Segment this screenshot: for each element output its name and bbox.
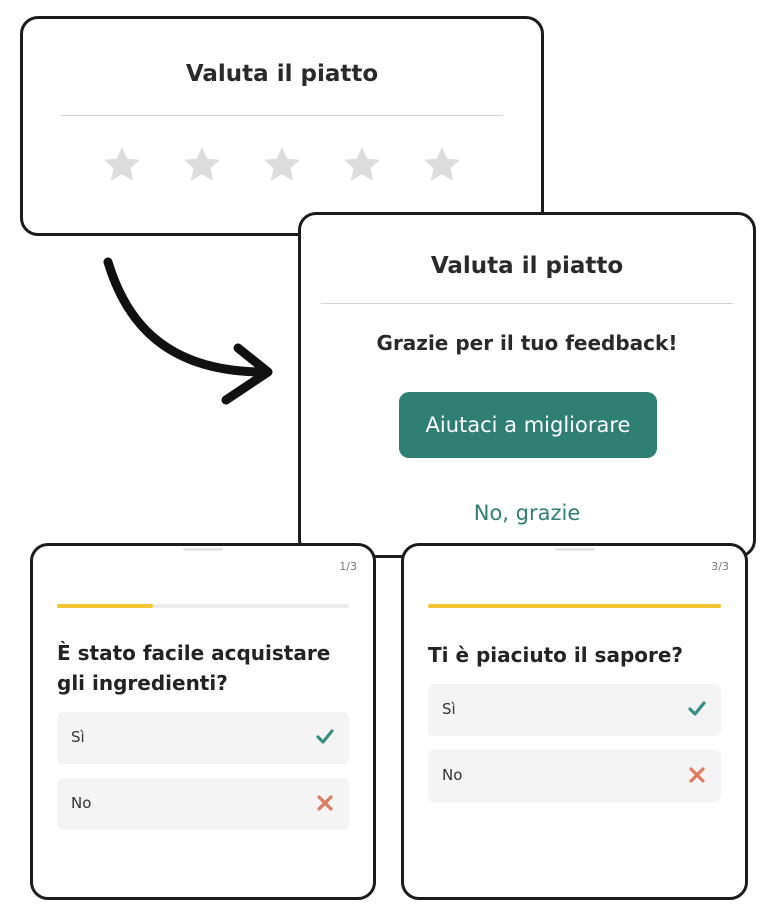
option-label: No [71, 794, 92, 812]
option-yes[interactable] [57, 712, 349, 764]
check-icon [315, 727, 335, 747]
option-no[interactable] [57, 778, 349, 830]
question-card [30, 543, 376, 900]
cross-icon [315, 793, 335, 813]
star-rating [23, 143, 541, 187]
step-counter: 3/3 [711, 560, 729, 573]
star-icon[interactable] [420, 143, 464, 187]
star-icon[interactable] [180, 143, 224, 187]
question-text: Ti è piaciuto il sapore? [428, 643, 684, 667]
thanks-card [298, 212, 756, 558]
cross-icon [687, 765, 707, 785]
drag-handle[interactable] [555, 548, 595, 551]
step-counter: 1/3 [339, 560, 357, 573]
thanks-message: Grazie per il tuo feedback! [376, 331, 678, 355]
drag-handle[interactable] [183, 548, 223, 551]
star-icon[interactable] [340, 143, 384, 187]
option-no[interactable] [428, 750, 721, 802]
curved-arrow-icon [96, 252, 282, 412]
rating-card [20, 16, 544, 236]
option-label: Sì [442, 700, 456, 718]
progress-bar [57, 604, 349, 608]
progress-bar [428, 604, 721, 608]
question-text: È stato facile acquistare gli ingredienti? [57, 641, 331, 695]
progress-fill [57, 604, 153, 608]
check-icon [687, 699, 707, 719]
thanks-card-divider [321, 303, 733, 304]
help-improve-button[interactable]: Aiutaci a migliorare [399, 392, 657, 458]
option-yes[interactable] [428, 684, 721, 736]
progress-fill [428, 604, 721, 608]
star-icon[interactable] [100, 143, 144, 187]
star-icon[interactable] [260, 143, 304, 187]
option-label: No [442, 766, 463, 784]
no-thanks-button[interactable]: No, grazie [301, 501, 753, 525]
question-card [401, 543, 748, 900]
thanks-card-title: Valuta il piatto [430, 253, 624, 279]
rating-card-divider [61, 115, 503, 116]
option-label: Sì [71, 728, 85, 746]
rating-card-title: Valuta il piatto [185, 61, 379, 87]
